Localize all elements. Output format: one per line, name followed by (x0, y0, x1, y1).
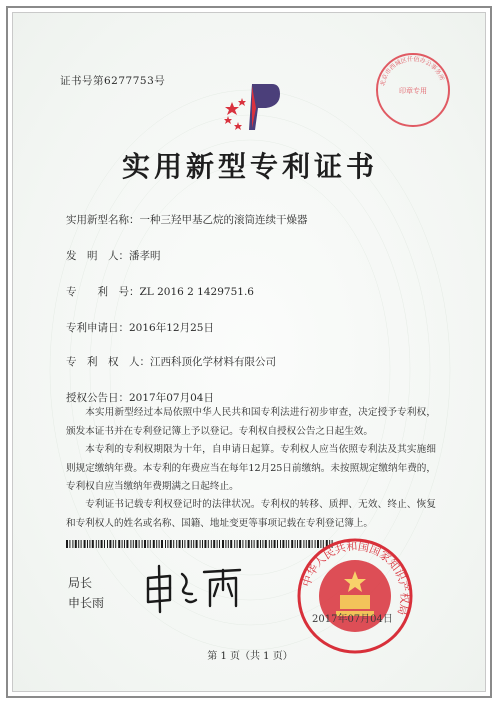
patent-number-label: 专 利 号： (66, 286, 140, 298)
grant-date (66, 390, 214, 405)
seal-top-text: 北京市西城区仟佰办公事务所 (379, 55, 446, 87)
page-footer: 第 1 页（共 1 页） (207, 651, 293, 662)
utility-model-name-label: 实用新型名称： (66, 214, 140, 226)
utility-model-name-value: 一种三羟甲基乙烷的滚筒连续干燥器 (139, 214, 308, 226)
grant-date-value: 2017年07月04日 (129, 392, 214, 404)
grant-date-label: 授权公告日： (66, 392, 129, 404)
certificate-number: 证书号第6277753号 (60, 75, 166, 87)
patent-office-emblem-icon (222, 80, 282, 135)
national-ip-office-seal (296, 537, 414, 655)
utility-model-name (66, 212, 308, 227)
paragraph-term: 本专利的专利权期限为十年，自申请日起算。专利权人应当依照专利法及其实施细则规定缴纳年费。本专利的年费应当在每年12月25日前缴纳。未按照规定缴纳年费的，专利权自应当缴纳年费期满之日起终止。 (66, 444, 436, 492)
inventor-label: 发 明 人： (66, 250, 129, 262)
stamp-date: 2017年07月04日 (312, 614, 393, 625)
patentee-value: 江西科顶化学材料有限公司 (150, 356, 276, 368)
patent-number (66, 284, 254, 299)
seal-bottom-text: 中华人民共和国国家知识产权局 (299, 539, 412, 617)
filing-date-value: 2016年12月25日 (129, 322, 214, 334)
seal-top-inner-text: 印章专用 (399, 87, 427, 95)
patentee-label: 专 利 权 人： (66, 356, 150, 368)
handwritten-signature (140, 560, 250, 615)
paragraph-grant: 本实用新型经过本局依照中华人民共和国专利法进行初步审查，决定授予专利权，颁发本证书并在专利登记簿上予以登记。专利权自授权公告之日起生效。 (66, 407, 436, 437)
signatory-name: 申长雨 (68, 596, 105, 610)
patentee (66, 354, 276, 369)
inventor (66, 248, 161, 263)
filing-date (66, 320, 214, 335)
filing-date-label: 专利申请日： (66, 322, 129, 334)
certificate-title: 实用新型专利证书 (121, 150, 378, 183)
svg-text:北京市西城区仟佰办公事务所 (378, 55, 446, 87)
patent-number-value: ZL 2016 2 1429751.6 (139, 286, 254, 298)
inventor-value: 潘孝明 (129, 250, 161, 262)
paragraph-register: 专利证书记载专利权登记时的法律状况。专利权的转移、质押、无效、终止、恢复和专利权人的姓名或名称、国籍、地址变更等事项记载在专利登记簿上。 (66, 499, 436, 529)
signatory-role: 局长 (68, 576, 93, 590)
agency-seal (374, 51, 452, 129)
